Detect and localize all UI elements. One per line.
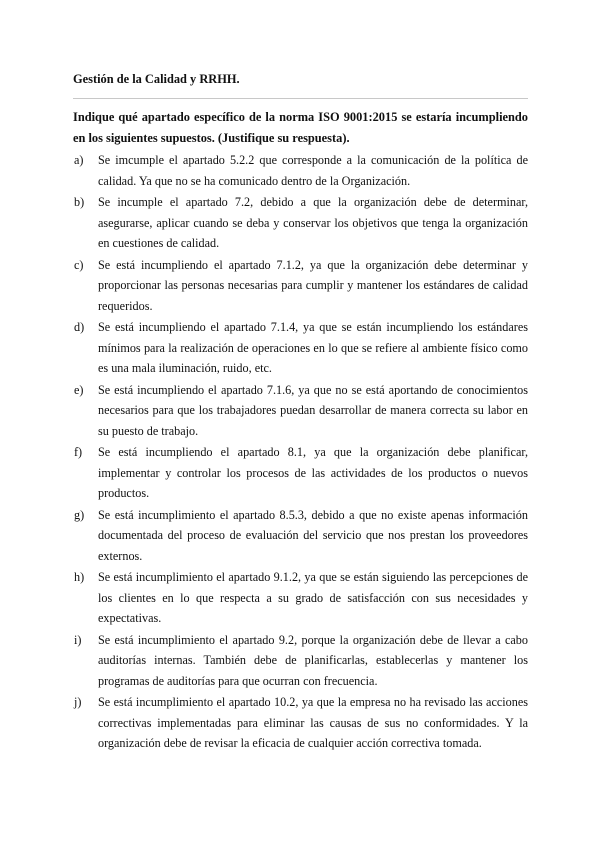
list-item [73, 317, 528, 379]
question-text: Indique qué apartado específico de la norma ISO 9001:2015 se estaría incumpliendo en los siguientes supuestos. (Justifique su respuesta). [73, 110, 528, 145]
list-marker: j) [74, 695, 82, 709]
list-item-text: Se está incumplimiento el apartado 10.2, ya que la empresa no ha revisado las acciones correctivas implementadas para eliminar las causas de sus no conformidades. Y la organización debe de revisar la eficacia de cualquier acción correctiva tomada. [98, 695, 528, 750]
list-marker: i) [74, 632, 82, 647]
list-marker: h) [74, 570, 85, 584]
list-marker: d) [74, 320, 85, 334]
document-title: Gestión de la Calidad y RRHH. [73, 72, 240, 86]
list-item-text: Se está incumpliendo el apartado 7.1.4, ya que se están incumpliendo los estándares mínimos para la realización de operaciones en lo que se refiere al ambiente físico como es una mala iluminación, ruido, etc. [98, 320, 528, 375]
list-marker: b) [74, 195, 85, 209]
list-item [73, 630, 528, 692]
list-marker: c) [74, 257, 84, 272]
list-item-text: Se incumple el apartado 7.2, debido a que la organización debe de determinar, asegurarse, aplicar cuando se deba y conservar los objetivos que tenga la organización en cuestiones de calidad. [98, 195, 528, 250]
list-item-text: Se está incumpliendo el apartado 8.1, ya que la organización debe planificar, implementar y controlar los procesos de las actividades de los productos o nuevos productos. [98, 445, 528, 500]
list-item [73, 692, 528, 754]
list-item [73, 192, 528, 254]
document-page [73, 70, 528, 755]
list-item-text: Se está incumpliendo el apartado 7.1.2, ya que la organización debe determinar y proporcionar las personas necesarias para cumplir y mantener los estándares de calidad requeridos. [98, 257, 528, 313]
list-item [73, 255, 528, 317]
title-divider [73, 98, 528, 99]
list-item [73, 505, 528, 567]
list-item [73, 150, 528, 191]
list-marker: g) [74, 507, 85, 522]
list-marker: f) [74, 445, 83, 459]
list-item [73, 380, 528, 442]
list-item-text: Se está incumplimiento el apartado 8.5.3, debido a que no existe apenas información documentada del proceso de evaluación del servicio que nos prestan los proveedores externos. [98, 507, 528, 563]
list-marker: a) [74, 153, 84, 167]
list-item-text: Se está incumpliendo el apartado 7.1.6, ya que no se está aportando de conocimientos necesarios para que los trabajadores puedan desarrollar de manera correcta su labor en su puesto de trabajo. [98, 382, 528, 438]
list-item-text: Se está incumplimiento el apartado 9.2, porque la organización debe de llevar a cabo auditorías internas. También debe de planificarlas, establecerlas y mantener los programas de auditorías para que ocurran con frecuencia. [98, 632, 528, 688]
list-item-text: Se imcumple el apartado 5.2.2 que corresponde a la comunicación de la política de calidad. Ya que no se ha comunicado dentro de la Organización. [98, 153, 528, 188]
answer-list [73, 150, 528, 754]
list-item [73, 442, 528, 504]
list-marker: e) [74, 382, 84, 397]
list-item-text: Se está incumplimiento el apartado 9.1.2, ya que se están siguiendo las percepciones de los clientes en lo que respecta a su grado de satisfacción con sus necesidades y expectativas. [98, 570, 528, 625]
list-item [73, 567, 528, 629]
